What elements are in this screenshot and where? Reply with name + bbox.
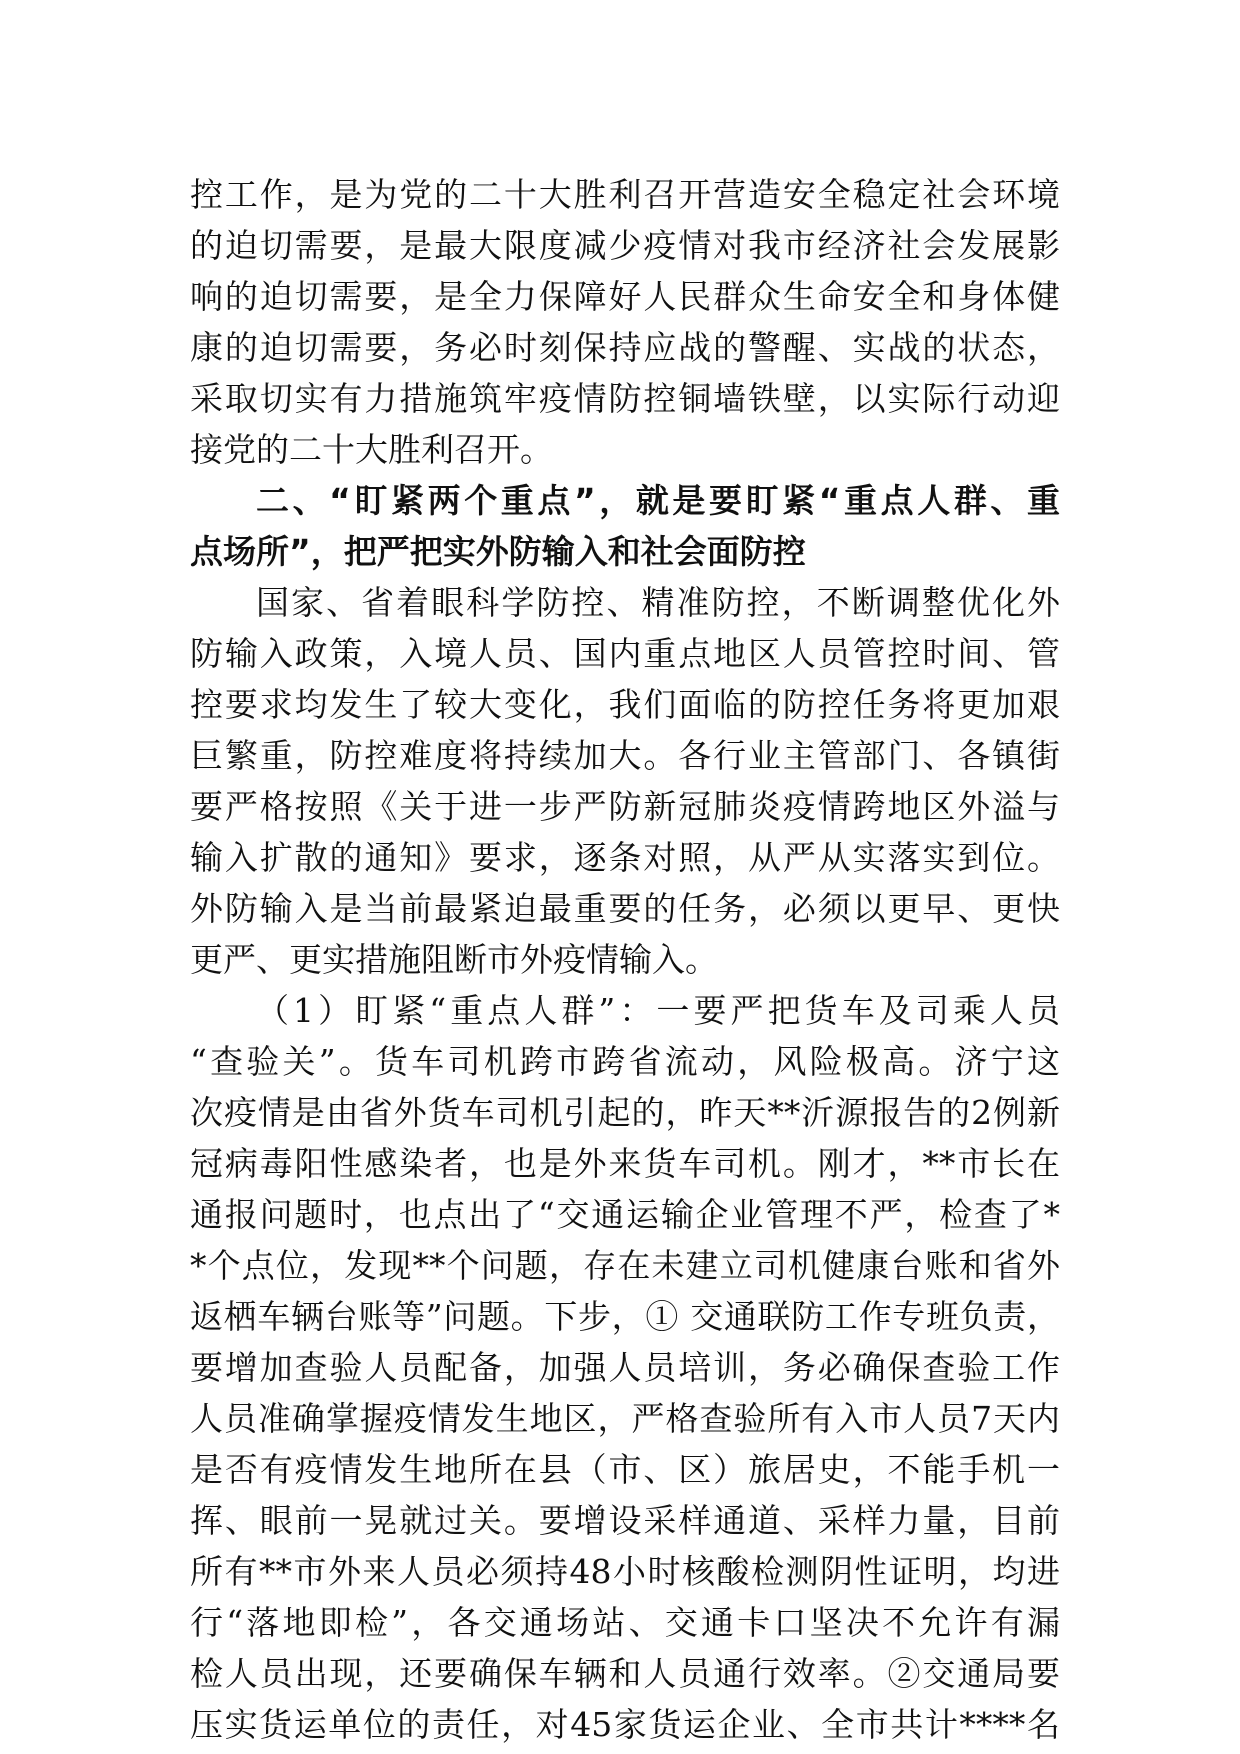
text-line: 的迫切需要，是最大限度减少疫情对我市经济社会发展影 xyxy=(190,226,1060,265)
text-line: 是否有疫情发生地所在县（市、区）旅居史，不能手机一 xyxy=(190,1450,1060,1489)
text-line: 响的迫切需要，是全力保障好人民群众生命安全和身体健 xyxy=(190,277,1060,316)
text-line: 康的迫切需要，务必时刻保持应战的警醒、实战的状态， xyxy=(190,328,1060,367)
text-line: 更严、更实措施阻断市外疫情输入。 xyxy=(190,940,718,979)
text-line: 外防输入是当前最紧迫最重要的任务，必须以更早、更快 xyxy=(190,889,1060,928)
text-line: 次疫情是由省外货车司机引起的，昨天**沂源报告的2例新 xyxy=(190,1093,1060,1132)
text-line: 行“落地即检”，各交通场站、交通卡口坚决不允许有漏 xyxy=(190,1603,1060,1642)
text-line: 人员准确掌握疫情发生地区，严格查验所有入市人员7天内 xyxy=(190,1399,1060,1438)
text-line: （1）盯紧“重点人群”：一要严把货车及司乘人员 xyxy=(256,991,1060,1030)
text-line: 挥、眼前一晃就过关。要增设采样通道、采样力量，目前 xyxy=(190,1501,1060,1540)
text-line: 通报问题时，也点出了“交通运输企业管理不严，检查了* xyxy=(190,1195,1060,1234)
text-line: 输入扩散的通知》要求，逐条对照，从严从实落实到位。 xyxy=(190,838,1060,877)
text-line: 防输入政策，入境人员、国内重点地区人员管控时间、管 xyxy=(190,634,1060,673)
text-line: 检人员出现，还要确保车辆和人员通行效率。②交通局要 xyxy=(190,1654,1060,1693)
text-line: 控要求均发生了较大变化，我们面临的防控任务将更加艰 xyxy=(190,685,1060,724)
section-heading: 二、“盯紧两个重点”，就是要盯紧“重点人群、重 xyxy=(256,481,1060,520)
text-line: 要增加查验人员配备，加强人员培训，务必确保查验工作 xyxy=(190,1348,1060,1387)
text-line: “查验关”。货车司机跨市跨省流动，风险极高。济宁这 xyxy=(190,1042,1060,1081)
text-line: 巨繁重，防控难度将持续加大。各行业主管部门、各镇街 xyxy=(190,736,1060,775)
text-line: 采取切实有力措施筑牢疫情防控铜墙铁壁，以实际行动迎 xyxy=(190,379,1060,418)
text-line: *个点位，发现**个问题，存在未建立司机健康台账和省外 xyxy=(190,1246,1060,1285)
text-line: 控工作，是为党的二十大胜利召开营造安全稳定社会环境 xyxy=(190,175,1060,214)
text-line: 返栖车辆台账等”问题。下步，① 交通联防工作专班负责， xyxy=(190,1297,1060,1336)
section-heading: 点场所”，把严把实外防输入和社会面防控 xyxy=(190,532,806,571)
text-line: 所有**市外来人员必须持48小时核酸检测阴性证明，均进 xyxy=(190,1552,1060,1591)
text-line: 接党的二十大胜利召开。 xyxy=(190,430,553,469)
text-line: 要严格按照《关于进一步严防新冠肺炎疫情跨地区外溢与 xyxy=(190,787,1060,826)
text-line: 冠病毒阳性感染者，也是外来货车司机。刚才，**市长在 xyxy=(190,1144,1060,1183)
text-line: 压实货运单位的责任，对45家货运企业、全市共计****名 xyxy=(190,1705,1060,1744)
text-line: 国家、省着眼科学防控、精准防控，不断调整优化外 xyxy=(256,583,1060,622)
